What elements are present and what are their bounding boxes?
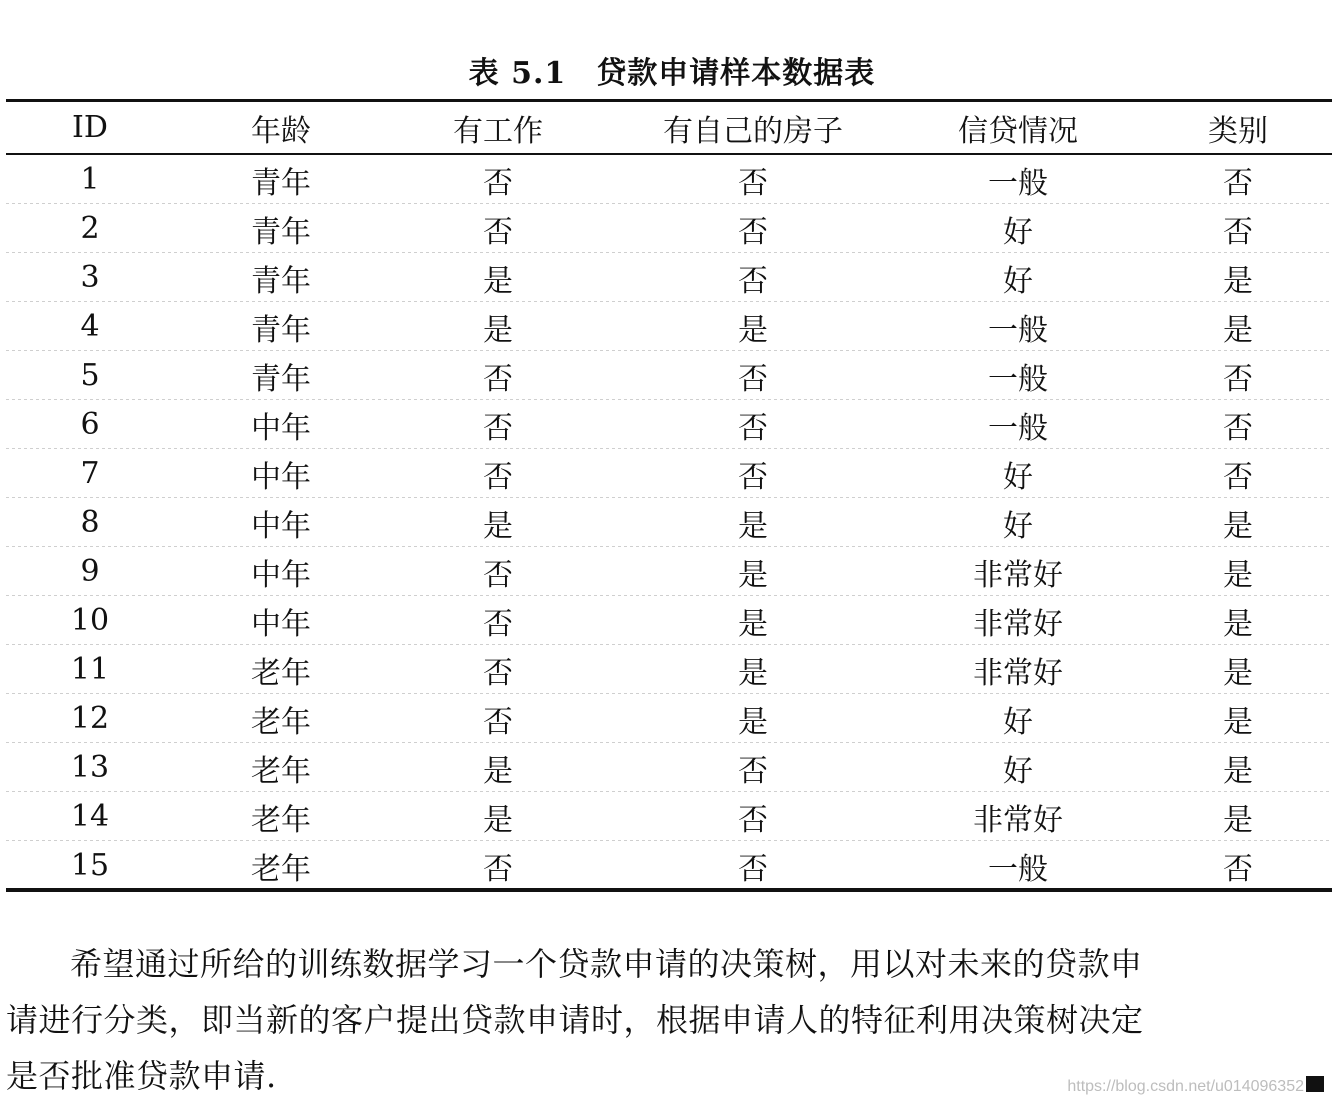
paragraph-line: 请进行分类，即当新的客户提出贷款申请时，根据申请人的特征利用决策树决定 (6, 1001, 1144, 1039)
cell-id: 15 (70, 848, 110, 883)
cell-has-job: 否 (483, 655, 513, 691)
column-header: 有工作 (453, 113, 543, 149)
table-row (6, 253, 1332, 302)
column-header: 信贷情况 (958, 113, 1078, 149)
cell-class: 否 (1223, 214, 1253, 250)
cell-has-job: 否 (483, 851, 513, 887)
cell-credit: 一般 (988, 312, 1048, 348)
table-row (6, 155, 1332, 204)
cell-own-house: 否 (738, 214, 768, 250)
cell-own-house: 否 (738, 802, 768, 838)
cell-class: 否 (1223, 361, 1253, 397)
cell-age: 青年 (251, 312, 311, 348)
cell-credit: 非常好 (973, 606, 1063, 642)
cell-class: 否 (1223, 459, 1253, 495)
cell-class: 是 (1223, 753, 1253, 789)
cell-credit: 非常好 (973, 802, 1063, 838)
cell-class: 否 (1223, 851, 1253, 887)
cell-id: 7 (80, 456, 100, 491)
cell-id: 2 (80, 211, 100, 246)
cell-age: 青年 (251, 263, 311, 299)
cell-age: 老年 (251, 704, 311, 740)
table-row (6, 841, 1332, 890)
cell-class: 是 (1223, 508, 1253, 544)
cell-age: 中年 (251, 557, 311, 593)
cell-has-job: 是 (483, 312, 513, 348)
cell-id: 9 (80, 554, 100, 589)
cell-has-job: 否 (483, 165, 513, 201)
table-row (6, 547, 1332, 596)
cell-id: 8 (80, 505, 100, 540)
cell-age: 老年 (251, 655, 311, 691)
cell-age: 中年 (251, 508, 311, 544)
cell-class: 是 (1223, 606, 1253, 642)
table-row (6, 596, 1332, 645)
cell-age: 中年 (251, 410, 311, 446)
watermark: https://blog.csdn.net/u014096352 (1067, 1078, 1304, 1095)
cell-has-job: 是 (483, 508, 513, 544)
table-row (6, 351, 1332, 400)
cell-id: 6 (80, 407, 100, 442)
cell-has-job: 否 (483, 361, 513, 397)
table-row (6, 792, 1332, 841)
cell-id: 3 (80, 260, 100, 295)
cell-id: 5 (80, 358, 100, 393)
cell-own-house: 否 (738, 165, 768, 201)
cell-has-job: 是 (483, 802, 513, 838)
cell-has-job: 否 (483, 214, 513, 250)
cell-credit: 好 (1003, 753, 1033, 789)
cell-own-house: 是 (738, 704, 768, 740)
table-title: 贷款申请样本数据表 (596, 56, 876, 91)
end-of-section-mark (1306, 1076, 1324, 1092)
cell-credit: 好 (1003, 508, 1033, 544)
cell-credit: 非常好 (973, 557, 1063, 593)
cell-class: 是 (1223, 704, 1253, 740)
cell-has-job: 否 (483, 410, 513, 446)
cell-has-job: 是 (483, 753, 513, 789)
cell-age: 中年 (251, 459, 311, 495)
cell-id: 1 (80, 162, 100, 197)
cell-class: 是 (1223, 655, 1253, 691)
table-row (6, 302, 1332, 351)
column-header: 有自己的房子 (663, 113, 843, 149)
cell-id: 11 (70, 652, 110, 687)
cell-own-house: 是 (738, 606, 768, 642)
table-row (6, 400, 1332, 449)
cell-id: 4 (80, 309, 100, 344)
cell-credit: 非常好 (973, 655, 1063, 691)
cell-class: 是 (1223, 802, 1253, 838)
table-row (6, 743, 1332, 792)
cell-own-house: 否 (738, 851, 768, 887)
column-header: 类别 (1208, 113, 1268, 149)
cell-id: 10 (70, 603, 110, 638)
cell-own-house: 否 (738, 459, 768, 495)
paragraph-line: 希望通过所给的训练数据学习一个贷款申请的决策树，用以对未来的贷款申 (70, 945, 1143, 983)
cell-age: 中年 (251, 606, 311, 642)
cell-has-job: 否 (483, 459, 513, 495)
table-row (6, 694, 1332, 743)
table-caption (0, 48, 1344, 92)
table-row (6, 645, 1332, 694)
cell-age: 青年 (251, 361, 311, 397)
cell-credit: 一般 (988, 361, 1048, 397)
cell-age: 老年 (251, 802, 311, 838)
cell-own-house: 否 (738, 410, 768, 446)
cell-id: 12 (70, 701, 110, 736)
table-row (6, 498, 1332, 547)
cell-has-job: 否 (483, 704, 513, 740)
table-header-row (6, 102, 1332, 153)
table-row (6, 449, 1332, 498)
table-number: 表 5.1 (468, 56, 567, 91)
column-header: 年龄 (251, 113, 311, 149)
cell-class: 否 (1223, 410, 1253, 446)
cell-id: 13 (70, 750, 110, 785)
cell-credit: 好 (1003, 704, 1033, 740)
cell-age: 青年 (251, 214, 311, 250)
table-row (6, 204, 1332, 253)
cell-own-house: 否 (738, 361, 768, 397)
cell-credit: 一般 (988, 851, 1048, 887)
cell-own-house: 是 (738, 557, 768, 593)
paragraph-line: 是否批准贷款申请. (6, 1057, 277, 1095)
column-header: ID (72, 110, 108, 145)
cell-has-job: 否 (483, 557, 513, 593)
cell-has-job: 是 (483, 263, 513, 299)
cell-class: 是 (1223, 263, 1253, 299)
cell-own-house: 是 (738, 508, 768, 544)
cell-has-job: 否 (483, 606, 513, 642)
cell-id: 14 (70, 799, 110, 834)
cell-credit: 好 (1003, 263, 1033, 299)
cell-own-house: 是 (738, 312, 768, 348)
cell-class: 是 (1223, 557, 1253, 593)
cell-class: 否 (1223, 165, 1253, 201)
cell-age: 老年 (251, 753, 311, 789)
cell-own-house: 否 (738, 263, 768, 299)
cell-credit: 一般 (988, 410, 1048, 446)
table-bottom-rule (6, 888, 1332, 892)
cell-credit: 一般 (988, 165, 1048, 201)
cell-age: 老年 (251, 851, 311, 887)
cell-credit: 好 (1003, 214, 1033, 250)
cell-credit: 好 (1003, 459, 1033, 495)
cell-class: 是 (1223, 312, 1253, 348)
cell-own-house: 否 (738, 753, 768, 789)
cell-own-house: 是 (738, 655, 768, 691)
cell-age: 青年 (251, 165, 311, 201)
